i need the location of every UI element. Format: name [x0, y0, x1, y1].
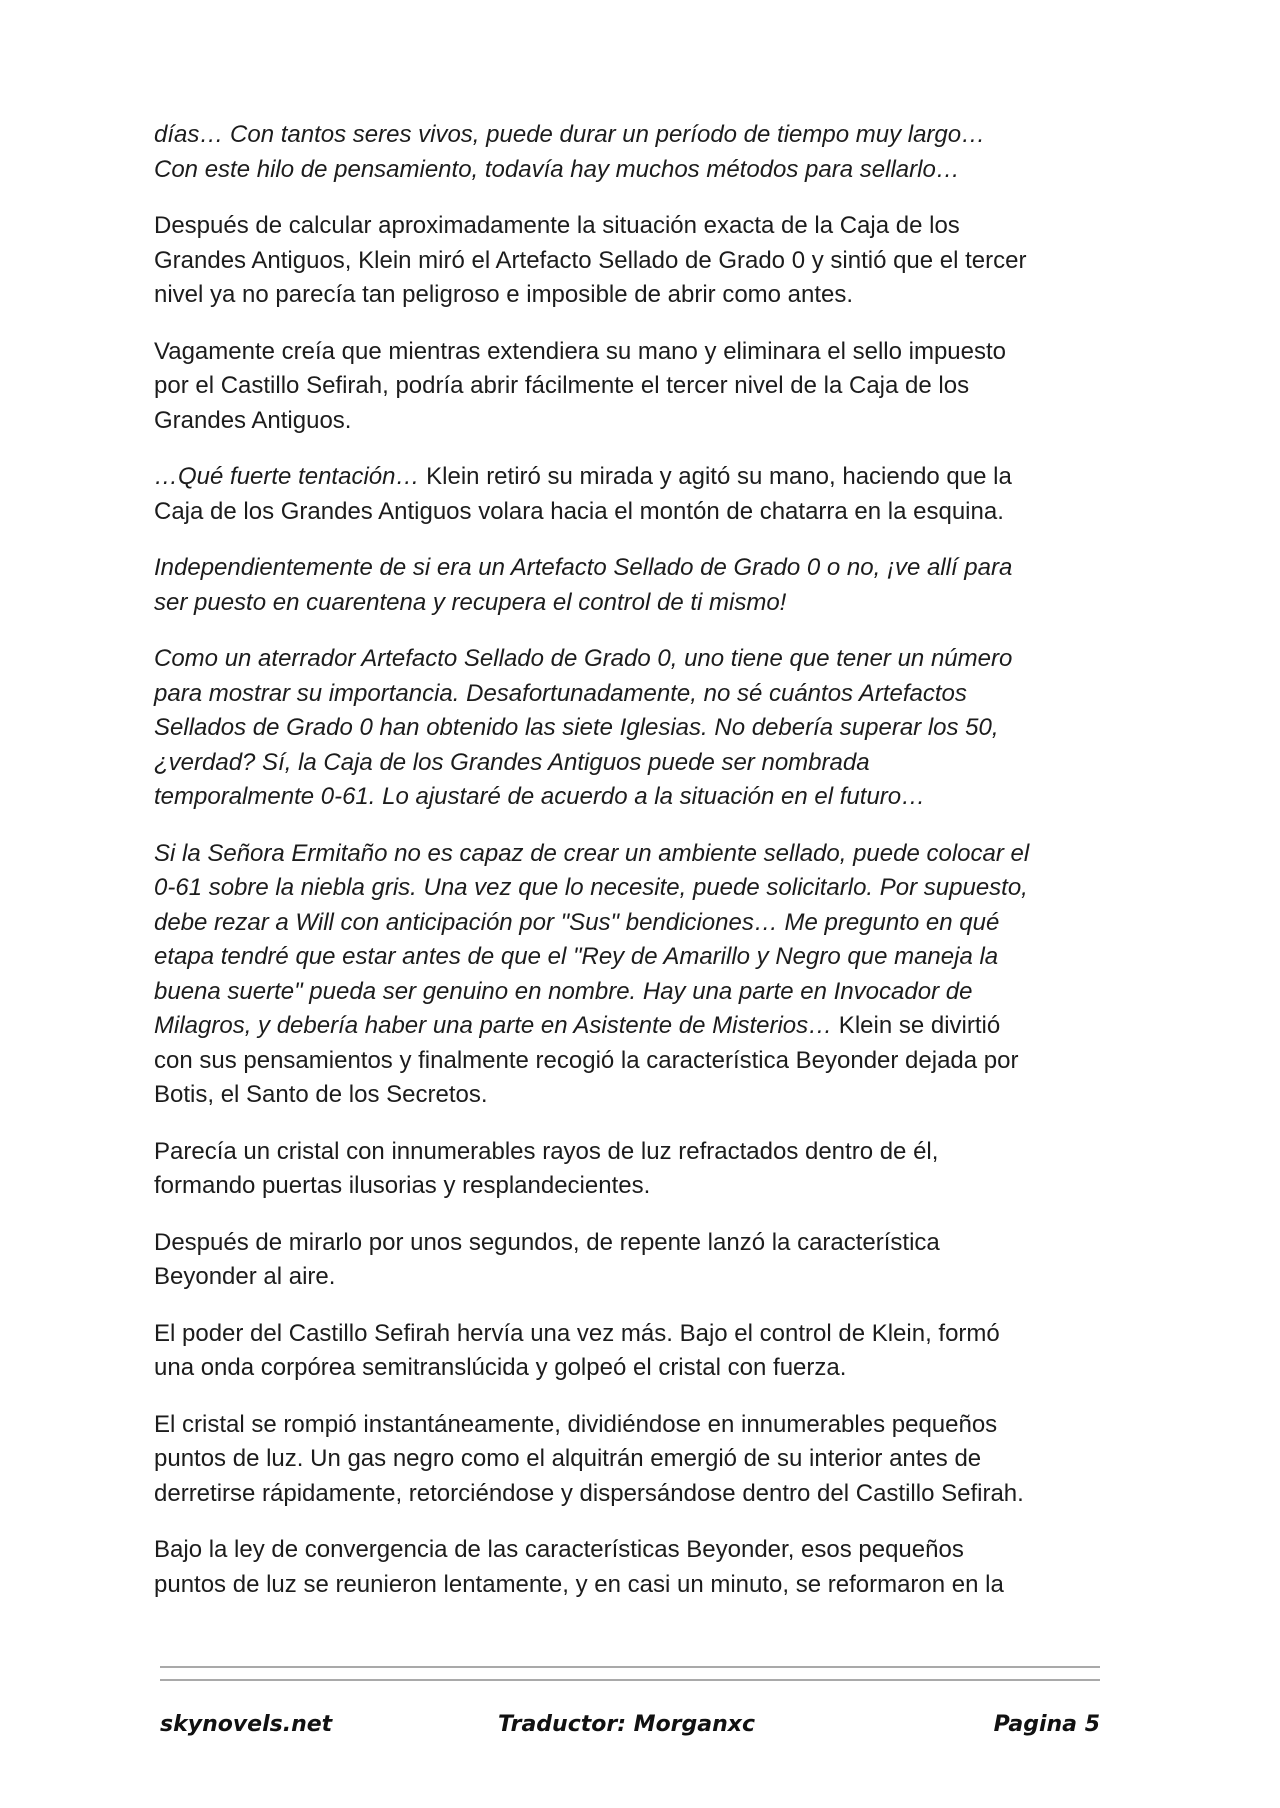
- italic-text: Si la Señora Ermitaño no es capaz de crear un ambiente sellado, puede colocar el 0-61 sobre la niebla gris. Una vez que lo necesite, puede solicitarlo. Por supuesto, debe rezar a Will con anticipación por "Sus" bendiciones… Me pregunto en qué etapa tendré que estar antes de que el "Rey de Amarillo y Negro que maneja la buena suerte" pueda ser genuino en nombre. Hay una parte en Invocador de Milagros, y debería haber una parte en Asistente de Misterios…: [154, 839, 1030, 1039]
- body-text: El poder del Castillo Sefirah hervía una vez más. Bajo el control de Klein, formó una onda corpórea semitranslúcida y golpeó el cristal con fuerza.: [154, 1319, 1000, 1381]
- body-text: Klein se divirtió con sus pensamientos y finalmente recogió la característica Beyonder dejada por Botis, el Santo de los Secretos.: [154, 1012, 1019, 1108]
- paragraph: [154, 460, 1154, 529]
- footer-rule-bottom: [160, 1679, 1100, 1681]
- paragraph: [154, 209, 1154, 313]
- paragraph: [154, 837, 1154, 1113]
- paragraph: [154, 642, 1154, 815]
- paragraph: [154, 1408, 1154, 1512]
- body-text: Después de mirarlo por unos segundos, de repente lanzó la característica Beyonder al aire.: [154, 1228, 940, 1290]
- footer-site: skynovels.net: [160, 1712, 333, 1737]
- footer-page-number: Pagina 5: [993, 1712, 1100, 1737]
- italic-text: Independientemente de si era un Artefacto Sellado de Grado 0 o no, ¡ve allí para ser puesto en cuarentena y recupera el control de ti mismo!: [154, 554, 1013, 616]
- body-text: Parecía un cristal con innumerables rayos de luz refractados dentro de él, formando puertas ilusorias y resplandecientes.: [154, 1137, 939, 1199]
- paragraph: [154, 118, 1154, 187]
- paragraph: [154, 1226, 1154, 1295]
- paragraph: [154, 1317, 1154, 1386]
- page-body: [154, 118, 1154, 1624]
- paragraph: [154, 1135, 1154, 1204]
- body-text: Bajo la ley de convergencia de las características Beyonder, esos pequeños puntos de luz se reunieron lentamente, y en casi un minuto, se reformaron en la: [154, 1536, 1004, 1598]
- body-text: Vagamente creía que mientras extendiera su mano y eliminara el sello impuesto por el Castillo Sefirah, podría abrir fácilmente el tercer nivel de la Caja de los Grandes Antiguos.: [154, 337, 1006, 434]
- paragraph: [154, 1533, 1154, 1602]
- body-text: Klein retiró su mirada y agitó su mano, haciendo que la Caja de los Grandes Antiguos volara hacia el montón de chatarra en la esquina.: [154, 463, 1012, 525]
- italic-text: …Qué fuerte tentación…: [154, 463, 420, 490]
- italic-text: Como un aterrador Artefacto Sellado de Grado 0, uno tiene que tener un número para mostrar su importancia. Desafortunadamente, no sé cuántos Artefactos Sellados de Grado 0 han obtenido las siete Iglesias. No debería superar los 50, ¿verdad? Sí, la Caja de los Grandes Antiguos puede ser nombrada temporalmente 0-61. Lo ajustaré de acuerdo a la situación en el futuro…: [154, 645, 1013, 810]
- paragraph: [154, 551, 1154, 620]
- paragraph: [154, 335, 1154, 439]
- footer-translator: Traductor: Morganxc: [498, 1712, 756, 1737]
- body-text: El cristal se rompió instantáneamente, dividiéndose en innumerables pequeños puntos de luz. Un gas negro como el alquitrán emergió de su interior antes de derretirse rápidamente, retorciéndose y dispersándose dentro del Castillo Sefirah.: [154, 1410, 1024, 1507]
- footer-rule-top: [160, 1666, 1100, 1668]
- body-text: Después de calcular aproximadamente la situación exacta de la Caja de los Grandes Antiguos, Klein miró el Artefacto Sellado de Grado 0 y sintió que el tercer nivel ya no parecía tan peligroso e imposible de abrir como antes.: [154, 212, 1027, 308]
- italic-text: días… Con tantos seres vivos, puede durar un período de tiempo muy largo… Con este hilo de pensamiento, todavía hay muchos métodos para sellarlo…: [154, 121, 986, 183]
